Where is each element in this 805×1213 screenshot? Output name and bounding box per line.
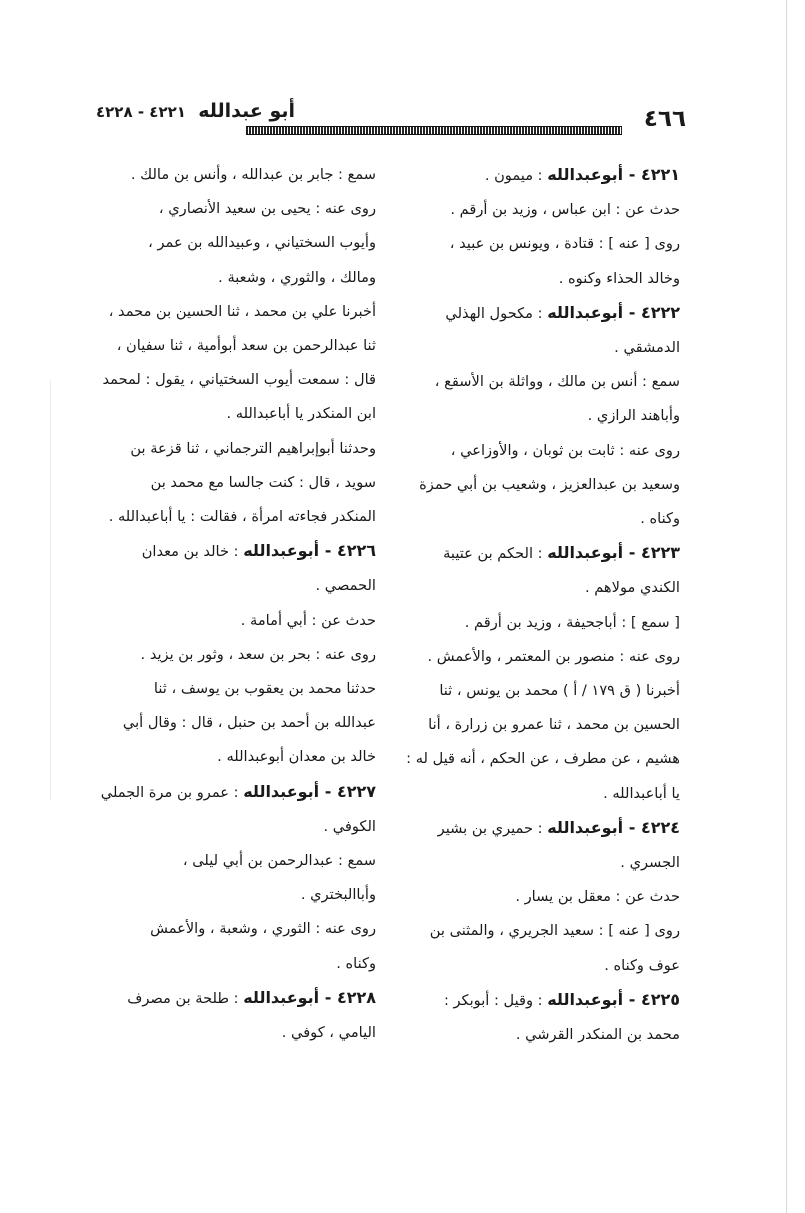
text-line: سويد ، قال : كنت جالسا مع محمد بن xyxy=(150,473,376,491)
text-line: سمع : عبدالرحمن بن أبي ليلى ، xyxy=(182,852,376,870)
text-line: روى عنه : يحيى بن سعيد الأنصاري ، xyxy=(158,200,376,218)
entry-number: ٤٢٢٥ - xyxy=(623,989,680,1009)
entry-kunya: أبوعبدالله xyxy=(547,165,624,184)
text-line: اليامي ، كوفي . xyxy=(281,1024,376,1042)
text-line: المنكدر فجاءته امرأة ، فقالت : يا أباعبدالله . xyxy=(108,508,376,526)
text-line: الكوفي . xyxy=(323,817,376,835)
text-line: عبدالله بن أحمد بن حنبل ، قال : وقال أبي xyxy=(122,714,376,732)
text-line: حدث عن : ابن عباس ، وزيد بن أرقم . xyxy=(450,201,680,219)
entry-name: : مكحول الهذلي xyxy=(445,304,548,322)
text-line: روى عنه : ثابت بن ثوبان ، والأوزاعي ، xyxy=(450,441,680,459)
entry-heading xyxy=(402,296,680,331)
text-line: حدثنا محمد بن يعقوب بن يوسف ، ثنا xyxy=(153,680,376,698)
text-line: هشيم ، عن مطرف ، عن الحكم ، أنه قيل له : xyxy=(406,750,680,768)
running-title xyxy=(96,100,295,122)
header-rule xyxy=(246,126,622,135)
text-line: حدث عن : معقل بن يسار . xyxy=(515,888,680,906)
text-line: أخبرنا ( ق ١٧٩ / أ ) محمد بن يونس ، ثنا xyxy=(439,682,680,700)
entry-heading xyxy=(98,534,376,569)
entry-name: : طلحة بن مصرف xyxy=(127,989,244,1007)
entry-kunya: أبوعبدالله xyxy=(243,781,320,801)
entry-heading xyxy=(98,775,376,810)
entry-name: : الحكم بن عتيبة xyxy=(443,545,548,563)
text-line: سمع : أنس بن مالك ، وواثلة بن الأسقع ، xyxy=(434,373,680,391)
text-line: وكناه . xyxy=(640,510,680,528)
entry-number: ٤٢٢٧ - xyxy=(319,781,376,801)
text-line: يا أباعبدالله . xyxy=(603,784,680,802)
entry-number: ٤٢٢٣ - xyxy=(623,543,680,563)
text-line: ثنا عبدالرحمن بن سعد أبوأمية ، ثنا سفيان ، xyxy=(116,337,376,355)
entry-kunya: أبوعبدالله xyxy=(243,541,320,561)
text-line: روى عنه : الثوري ، وشعبة ، والأعمش xyxy=(150,920,376,938)
entry-number: ٤٢٢١ - xyxy=(623,165,680,184)
text-line: وأيوب السختياني ، وعبيدالله بن عمر ، xyxy=(148,234,376,252)
entry-heading xyxy=(402,536,680,571)
entry-name: : ميمون . xyxy=(484,167,548,184)
entry-number: ٤٢٢٨ - xyxy=(319,987,376,1007)
entry-number: ٤٢٢٦ - xyxy=(319,541,376,561)
text-line: ابن المنكدر يا أباعبدالله . xyxy=(226,405,376,423)
text-line: خالد بن معدان أبوعبدالله . xyxy=(217,748,376,766)
entry-heading xyxy=(402,158,680,193)
text-line: سمع : جابر بن عبدالله ، وأنس بن مالك . xyxy=(130,166,376,183)
scan-shadow-line xyxy=(50,380,51,800)
right-column xyxy=(402,158,680,1052)
entry-kunya: أبوعبدالله xyxy=(547,302,624,322)
text-line: الدمشقي . xyxy=(614,339,680,357)
text-line: روى [ عنه ] : سعيد الجريري ، والمثنى بن xyxy=(429,922,680,940)
entry-kunya: أبوعبدالله xyxy=(547,543,624,563)
text-line: الجسري . xyxy=(620,854,680,872)
page-number: ٤٦٦ xyxy=(643,106,686,132)
text-line: روى عنه : بحر بن سعد ، وثور بن يزيد . xyxy=(140,645,376,663)
entry-kunya: أبوعبدالله xyxy=(547,989,624,1009)
text-line: وخالد الحذاء وكنوه . xyxy=(558,269,680,287)
entry-number: ٤٢٢٤ - xyxy=(623,817,680,837)
text-line: عوف وكناه . xyxy=(604,956,680,974)
entry-kunya: أبوعبدالله xyxy=(243,987,320,1007)
text-line: روى عنه : منصور بن المعتمر ، والأعمش . xyxy=(427,647,680,665)
text-line: حدث عن : أبي أمامة . xyxy=(240,611,376,629)
text-line: وأباالبختري . xyxy=(300,886,376,904)
scan-edge-line xyxy=(786,0,787,1213)
entry-name: : عمرو بن مرة الجملي xyxy=(100,783,244,801)
text-line: وسعيد بن عبدالعزيز ، وشعيب بن أبي حمزة xyxy=(419,475,680,493)
entry-name: : حميري بن بشير xyxy=(437,819,548,837)
running-title-range: ٤٢٢١ - ٤٢٢٨ xyxy=(96,103,186,121)
text-line: قال : سمعت أيوب السختياني ، يقول : لمحمد xyxy=(102,371,376,389)
left-column xyxy=(98,158,376,1050)
text-line: الكندي مولاهم . xyxy=(584,579,680,597)
running-header xyxy=(96,100,686,140)
text-line: وكناه . xyxy=(336,954,376,972)
entry-heading xyxy=(402,811,680,846)
entry-name: : وقيل : أبوبكر : xyxy=(443,991,548,1009)
entry-kunya: أبوعبدالله xyxy=(547,817,624,837)
text-line: وأباهند الرازي . xyxy=(587,407,680,425)
text-line: روى [ عنه ] : قتادة ، ويونس بن عبيد ، xyxy=(449,235,680,253)
text-line: أخبرنا علي بن محمد ، ثنا الحسين بن محمد ، xyxy=(108,302,376,320)
entry-number: ٤٢٢٢ - xyxy=(623,302,680,322)
text-line: وحدثنا أبوإبراهيم الترجماني ، ثنا قزعة بن xyxy=(130,439,376,457)
running-title-name: أبو عبدالله xyxy=(198,100,296,122)
text-line: [ سمع ] : أباجحيفة ، وزيد بن أرقم . xyxy=(464,613,680,631)
entry-name: : خالد بن معدان xyxy=(141,543,244,561)
text-line: الحمصي . xyxy=(315,577,376,595)
text-line: محمد بن المنكدر القرشي . xyxy=(515,1026,680,1044)
entry-heading xyxy=(98,981,376,1016)
entry-heading xyxy=(402,983,680,1018)
text-line: الحسين بن محمد ، ثنا عمرو بن زرارة ، أنا xyxy=(428,716,680,734)
text-line: ومالك ، والثوري ، وشعبة . xyxy=(218,268,376,286)
